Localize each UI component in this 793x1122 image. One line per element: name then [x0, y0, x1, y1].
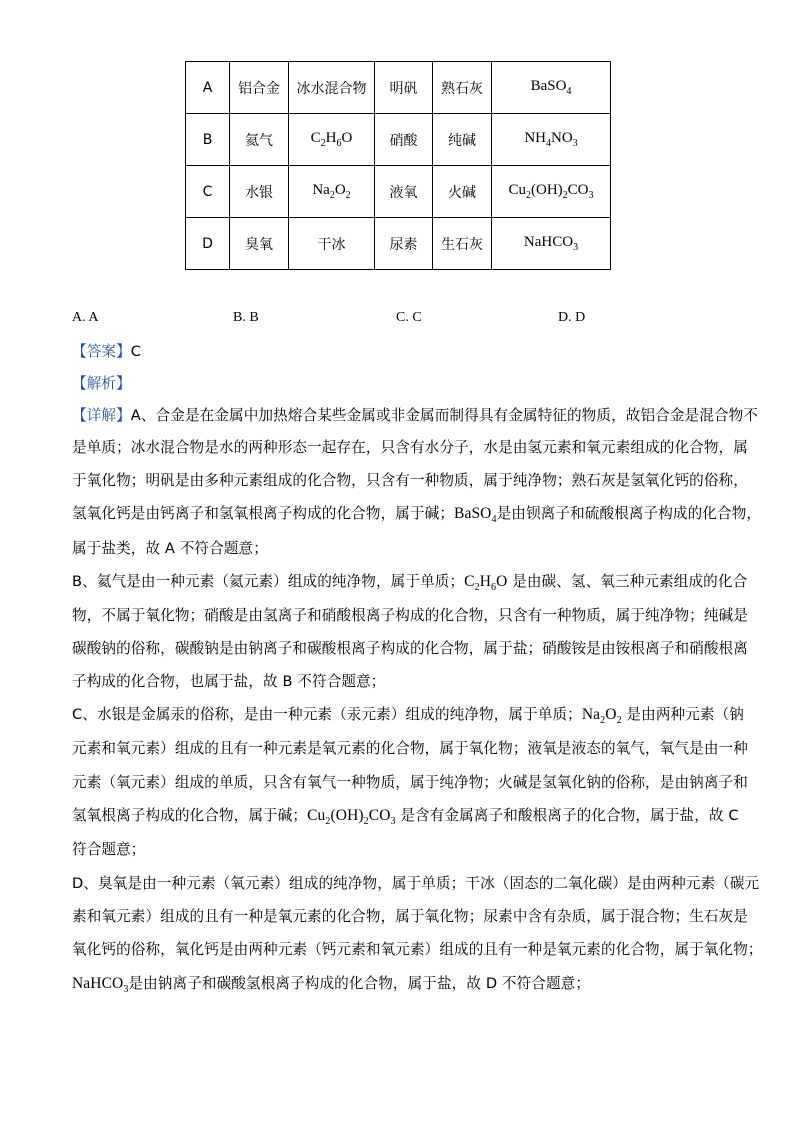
table-row — [186, 114, 611, 166]
answer-line — [72, 340, 141, 361]
explanation-line: 氢氧化钙是由钙离子和氢氧根离子构成的化合物，属于碱；BaSO$_4$是由钡离子和硫酸根离子构成的化合物， — [72, 505, 762, 526]
explanation-line: 素和氧元素）组成的且有一种是氧元素的化合物，属于氧化物；尿素中含有杂质，属于混合物；生石灰是 — [72, 908, 748, 925]
table-cell: 尿素 — [375, 218, 433, 270]
explanation-line: 元素（氧元素）组成的单质，只含有氧气一种物质，属于纯净物；火碱是氢氧化钠的俗称，是由钠离子和 — [72, 774, 748, 791]
table-cell: 生石灰 — [433, 218, 492, 270]
table-cell: $C_2H_6O$ — [289, 114, 375, 166]
option-d: D. D — [558, 310, 586, 325]
table-cell: 冰水混合物 — [289, 62, 375, 114]
explanation-line: 【详解】A、合金是在金属中加热熔合某些金属或非金属而制得具有金属特征的物质，故铝合金是混合物不 — [72, 407, 759, 424]
table-cell: 火碱 — [433, 166, 492, 218]
explanation-line: C、水银是金属汞的俗称，是由一种元素（汞元素）组成的纯净物，属于单质；$Na_2O_2$ 是由两种元素（钠 — [72, 706, 744, 727]
table-cell: 明矾 — [375, 62, 433, 114]
analysis-label: 【解析】 — [72, 375, 131, 392]
table-cell: 硝酸 — [375, 114, 433, 166]
explanation-line: D、臭氧是由一种元素（氧元素）组成的纯净物，属于单质；干冰（固态的二氧化碳）是由两种元素（碳元 — [72, 875, 760, 892]
table-row — [186, 166, 611, 218]
option-c: C. C — [396, 310, 422, 325]
table-cell: 氦气 — [230, 114, 289, 166]
table-cell: $NH_4NO_3$ — [492, 114, 611, 166]
table-cell: 液氧 — [375, 166, 433, 218]
table-cell: 纯碱 — [433, 114, 492, 166]
explanation-line: 物，不属于氧化物；硝酸是由氢离子和硝酸根离子构成的化合物，只含有一种物质，属于纯净物；纯碱是 — [72, 607, 748, 624]
explanation-line: 于氧化物；明矾是由多种元素组成的化合物，只含有一种物质，属于纯净物；熟石灰是氢氧化钙的俗称， — [72, 472, 748, 489]
option-a: A. A — [72, 310, 99, 325]
explanation-line: 碳酸钠的俗称，碳酸钠是由钠离子和碳酸根离子构成的化合物，属于盐；硝酸铵是由铵根离子和硝酸根离 — [72, 640, 748, 657]
table-cell: D — [186, 218, 230, 270]
explanation-line: 氧化钙的俗称，氧化钙是由两种元素（钙元素和氧元素）组成的且有一种是氧元素的化合物，属于氧化物； — [72, 941, 763, 958]
explanation-line: 符合题意； — [72, 841, 146, 858]
explanation-line: 子构成的化合物，也属于盐，故 B 不符合题意； — [72, 673, 386, 690]
table-cell: $Na_2O_2$ — [289, 166, 375, 218]
table-cell: 铝合金 — [230, 62, 289, 114]
explanation-line: B、氦气是由一种元素（氦元素）组成的纯净物，属于单质；$C_2H_6O$ 是由碳、氢、氧三种元素组成的化合 — [72, 573, 748, 594]
table-cell: B — [186, 114, 230, 166]
table-cell: 水银 — [230, 166, 289, 218]
table-cell: 臭氧 — [230, 218, 289, 270]
table-row — [186, 218, 611, 270]
explanation-line: 属于盐类，故 A 不符合题意； — [72, 540, 268, 557]
explanation-line: NaHCO$_3$是由钠离子和碳酸氢根离子构成的化合物，属于盐，故 D 不符合题意； — [72, 975, 591, 996]
table-row — [186, 62, 611, 114]
table-cell: BaSO$_4$ — [492, 62, 611, 114]
table-cell: NaHCO$_3$ — [492, 218, 611, 270]
explanation-line: 是单质；冰水混合物是水的两种形态一起存在，只含有水分子，水是由氢元素和氧元素组成的化合物，属 — [72, 439, 748, 456]
answer-value: C — [130, 343, 142, 360]
classification-table — [185, 61, 611, 270]
table-cell: 熟石灰 — [433, 62, 492, 114]
table-cell: A — [186, 62, 230, 114]
explanation-line: 元素和氧元素）组成的且有一种元素是氧元素的化合物，属于氧化物；液氧是液态的氧气，氧气是由一种 — [72, 740, 748, 757]
answer-label: 【答案】 — [72, 343, 131, 360]
table-cell: 干冰 — [289, 218, 375, 270]
table-cell: C — [186, 166, 230, 218]
explanation-line: 氢氧根离子构成的化合物，属于碱；$Cu_2(OH)_2CO_3$ 是含有金属离子和酸根离子的化合物，属于盐，故 C — [72, 807, 739, 828]
table-cell: $Cu_2(OH)_2CO_3$ — [492, 166, 611, 218]
option-b: B. B — [233, 310, 259, 325]
